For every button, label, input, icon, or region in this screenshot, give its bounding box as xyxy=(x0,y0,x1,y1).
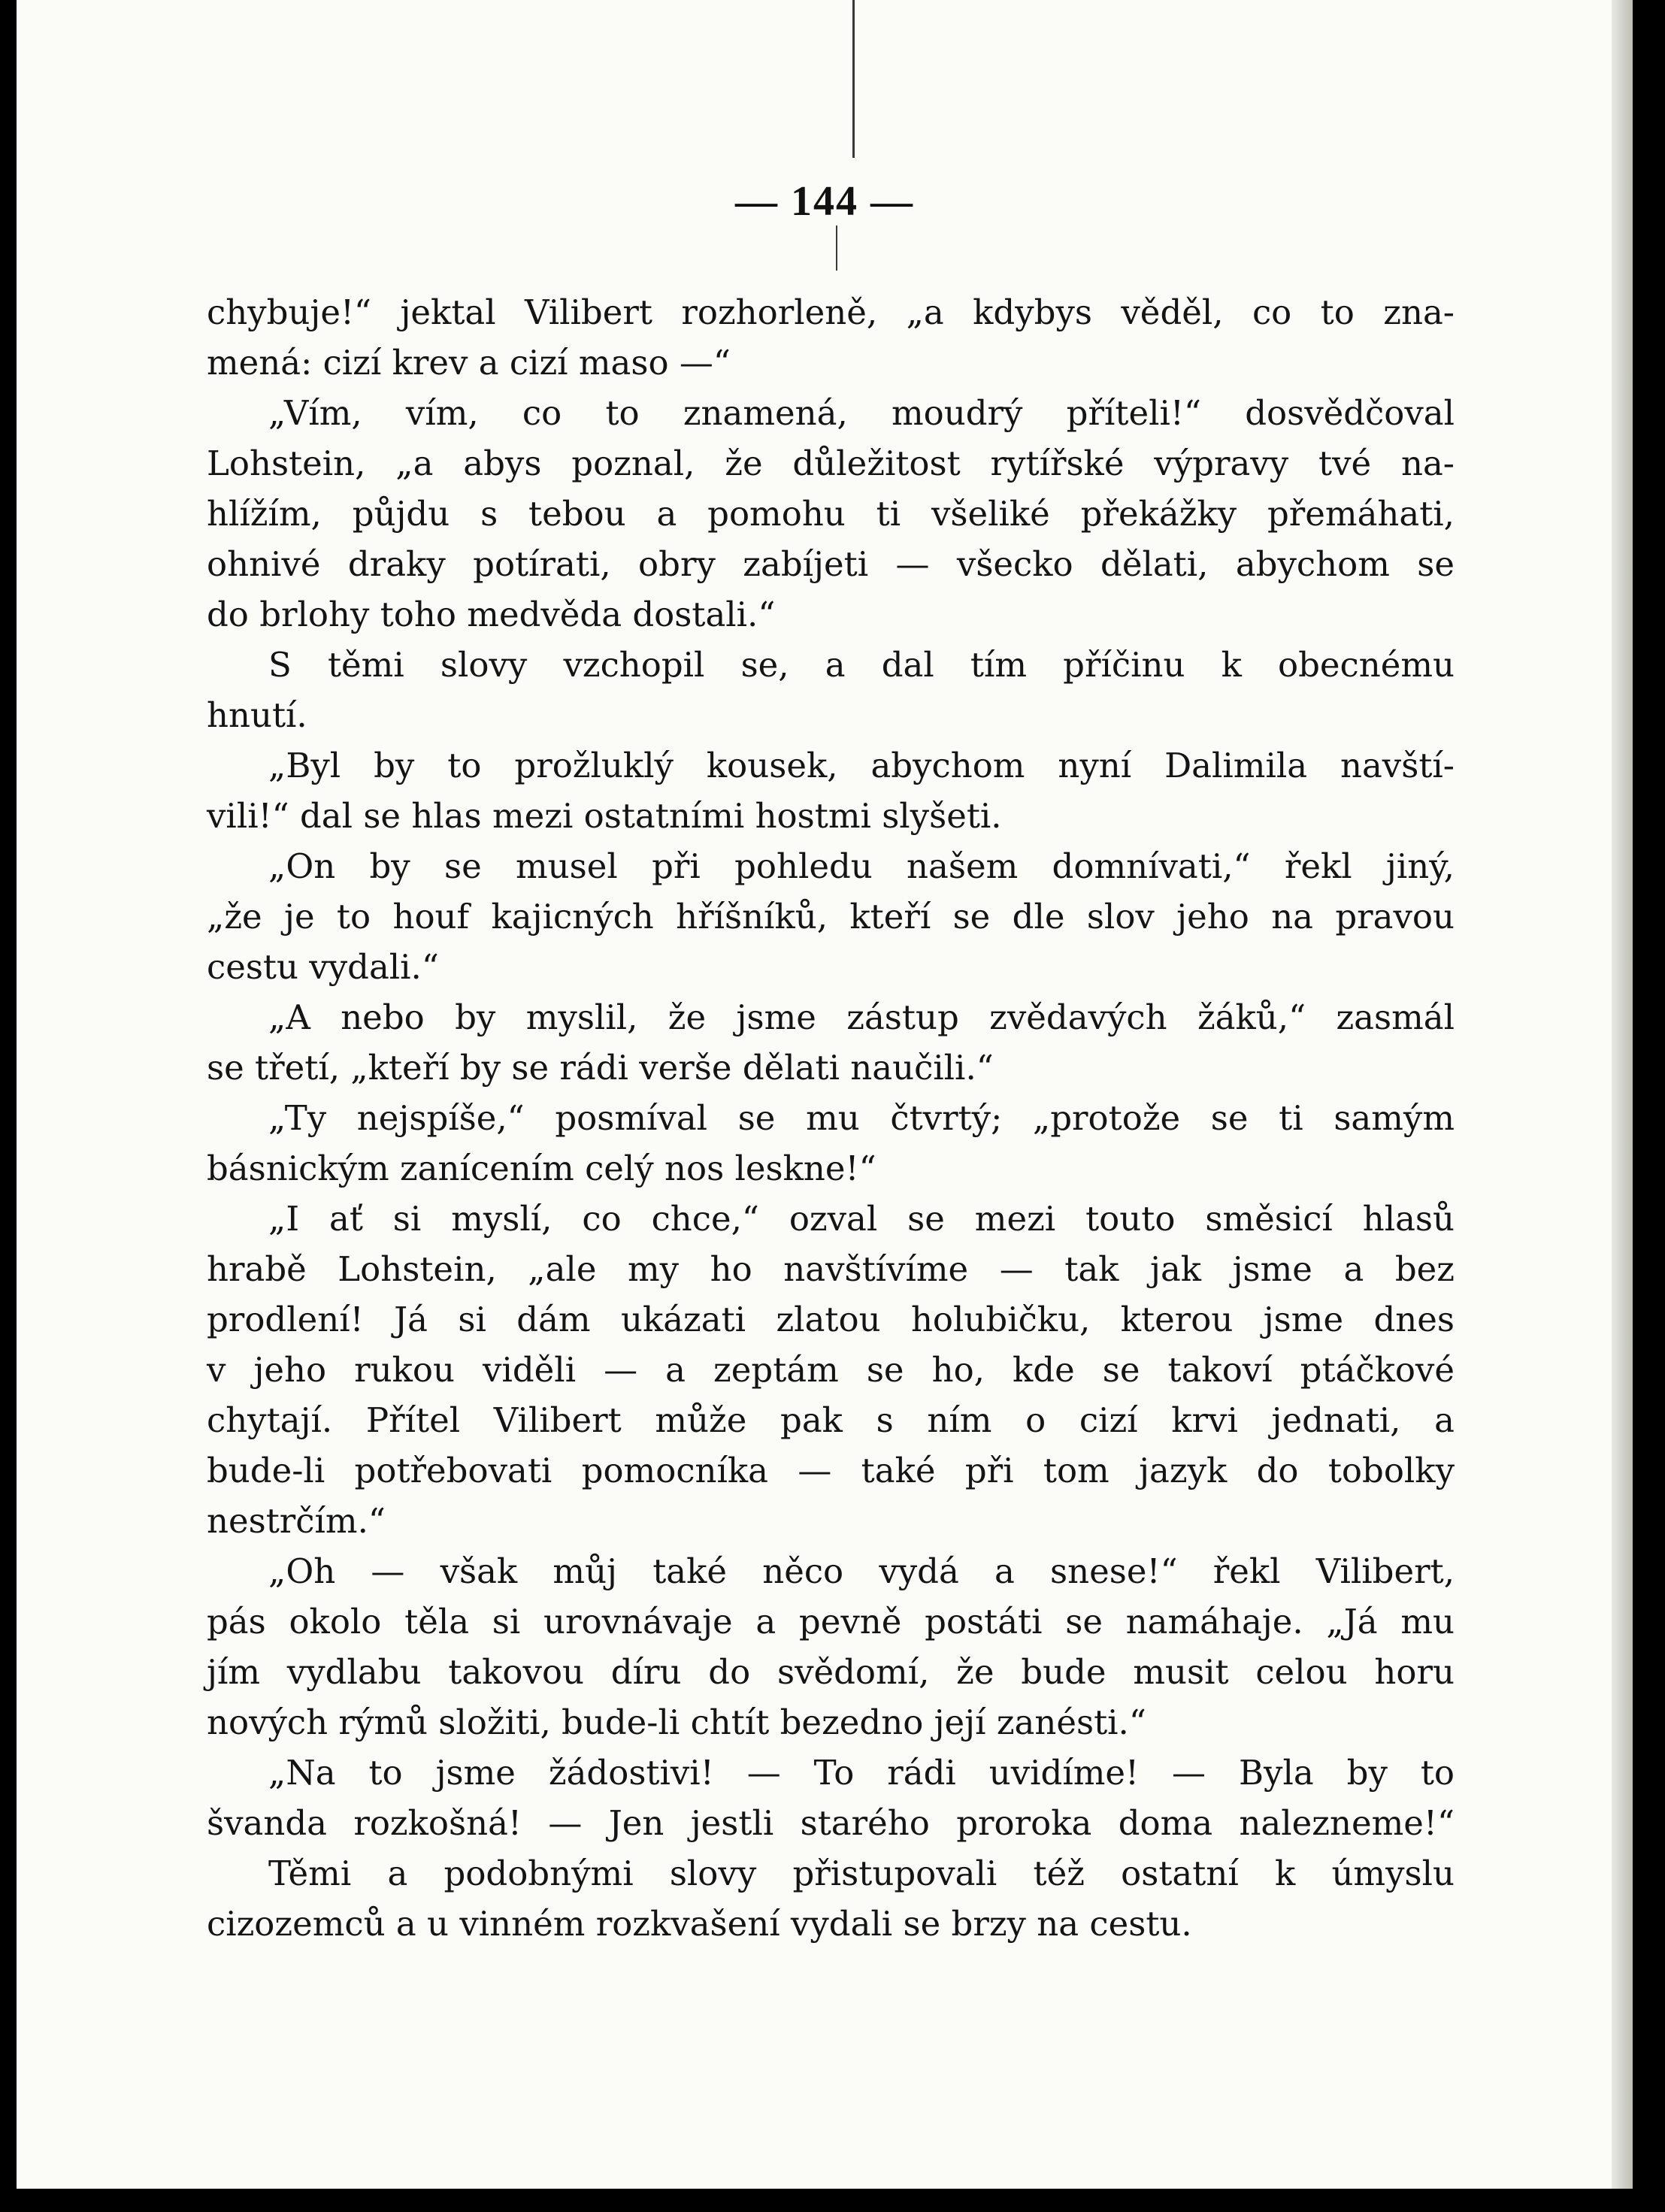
text-line: ohnivé draky potírati, obry zabíjeti — všecko dělati, abychom se xyxy=(207,544,1455,584)
text-line: cizozemců a u vinném rozkvašení vydali se brzy na cestu. xyxy=(207,1904,1192,1944)
text-line: „že je to houf kajicných hříšníků, kteří se dle slov jeho na pravou xyxy=(207,897,1455,937)
text-line: Lohstein, „a abys poznal, že důležitost rytířské výpravy tvé na- xyxy=(207,443,1455,483)
text-line: „I ať si myslí, co chce,“ ozval se mezi touto směsicí hlasů xyxy=(268,1199,1455,1239)
text-line: jím vydlabu takovou díru do svědomí, že bude musit celou horu xyxy=(207,1652,1455,1692)
text-line: v jeho rukou viděli — a zeptám se ho, kde se takoví ptáčkové xyxy=(207,1350,1455,1390)
text-line: „Oh — však můj také něco vydá a snese!“ řekl Vilibert, xyxy=(268,1551,1455,1591)
text-line: bude-li potřebovati pomocníka — také při tom jazyk do tobolky xyxy=(207,1451,1455,1490)
text-line: do brlohy toho medvěda dostali.“ xyxy=(207,595,776,634)
text-line: švanda rozkošná! — Jen jestli starého proroka doma nalezneme!“ xyxy=(207,1803,1455,1843)
text-line: vili!“ dal se hlas mezi ostatními hostmi slyšeti. xyxy=(207,796,1002,836)
scan-mark xyxy=(836,225,837,271)
text-line: chybuje!“ jektal Vilibert rozhorleně, „a kdybys věděl, co to zna- xyxy=(207,292,1455,332)
text-line: nestrčím.“ xyxy=(207,1501,386,1541)
text-line: „Ty nejspíše,“ posmíval se mu čtvrtý; „protože se ti samým xyxy=(268,1098,1455,1138)
text-line: „A nebo by myslil, že jsme zástup zvědavých žáků,“ zasmál xyxy=(268,997,1455,1037)
text-line: Těmi a podobnými slovy přistupovali též ostatní k úmyslu xyxy=(268,1853,1455,1893)
text-line: „Byl by to prožluklý kousek, abychom nyní Dalimila navští- xyxy=(268,746,1455,785)
text-line: pás okolo těla si urovnávaje a pevně postáti se namáhaje. „Já mu xyxy=(207,1602,1455,1642)
text-line: hrabě Lohstein, „ale my ho navštívíme — tak jak jsme a bez xyxy=(207,1249,1455,1289)
text-line: hnutí. xyxy=(207,695,307,735)
page-edge-shadow xyxy=(1612,0,1633,2189)
text-line: „Vím, vím, co to znamená, moudrý příteli!“ dosvědčoval xyxy=(268,393,1455,433)
body-text xyxy=(207,287,1455,1949)
text-line: nových rýmů složiti, bude-li chtít bezedno její zanésti.“ xyxy=(207,1702,1146,1742)
scan-mark xyxy=(852,0,855,158)
book-page xyxy=(17,0,1633,2189)
text-line: hlížím, půjdu s tebou a pomohu ti všeliké překážky přemáhati, xyxy=(207,494,1455,534)
text-line: básnickým zanícením celý nos leskne!“ xyxy=(207,1148,876,1188)
text-line: prodlení! Já si dám ukázati zlatou holubičku, kterou jsme dnes xyxy=(207,1300,1455,1339)
text-line: S těmi slovy vzchopil se, a dal tím příčinu k obecnému xyxy=(268,645,1455,685)
text-line: „Na to jsme žádostivi! — To rádi uvidíme! — Byla by to xyxy=(268,1753,1455,1793)
text-line: se třetí, „kteří by se rádi verše dělati naučili.“ xyxy=(207,1048,994,1088)
text-line: „On by se musel při pohledu našem domnívati,“ řekl jiný, xyxy=(268,846,1455,886)
text-line: chytají. Přítel Vilibert může pak s ním o cizí krvi jednati, a xyxy=(207,1400,1455,1440)
text-line: cestu vydali.“ xyxy=(207,947,439,987)
page-number: — 144 — xyxy=(735,178,914,225)
text-line: mená: cizí krev a cizí maso —“ xyxy=(207,343,731,383)
